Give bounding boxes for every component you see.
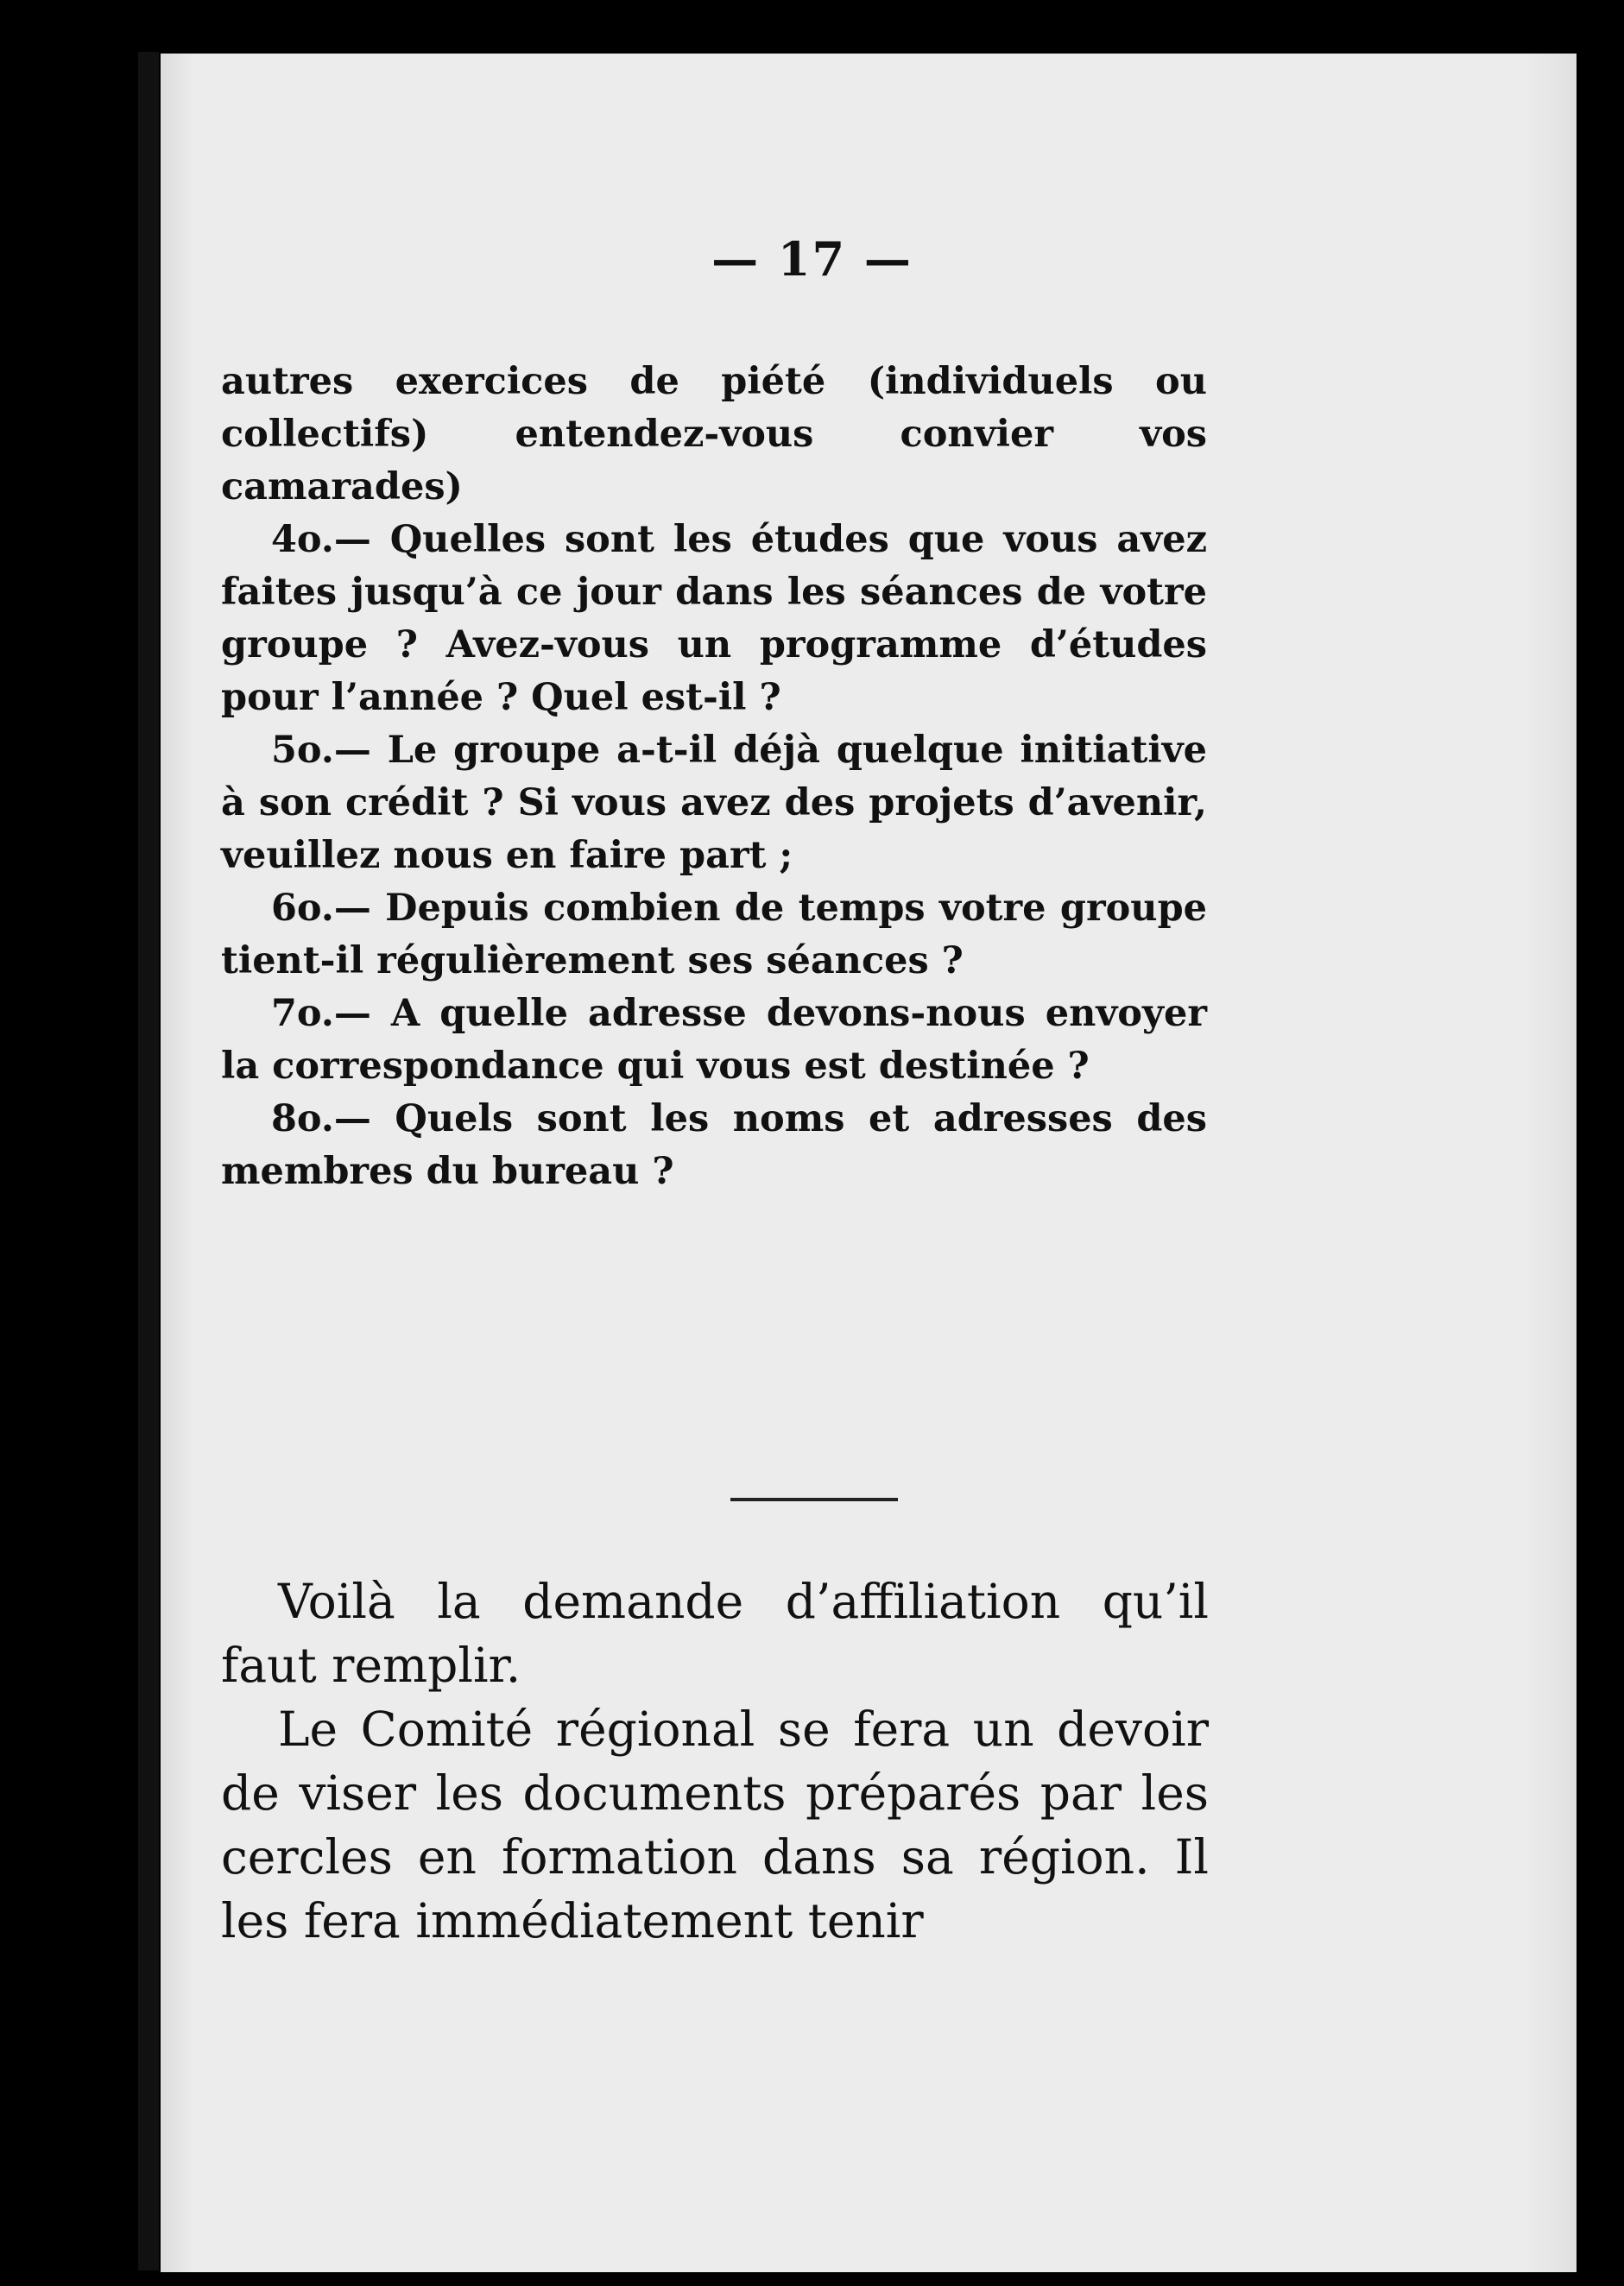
binding-edge — [138, 52, 159, 2270]
question-8: 8o.— Quels sont les noms et adresses des membres du bureau ? — [221, 1097, 1207, 1193]
question-4: 4o.— Quelles sont les études que vous avez faites jusqu’à ce jour dans les séances de votre groupe ? Avez-vous un programme d’études pour l’année ? Quel est-il ? — [221, 518, 1207, 719]
question-5: 5o.— Le groupe a-t-il déjà quelque initiative à son crédit ? Si vous avez des projets d’avenir, veuillez nous en faire part ; — [221, 729, 1207, 877]
closing-paragraph-2: Le Comité régional se fera un devoir de viser les documents préparés par les cercles en formation dans sa région. Il les fera immédiatement tenir — [221, 1702, 1209, 1948]
questionnaire-text — [221, 356, 1207, 1198]
paragraph-continuation: autres exercices de piété (individuels ou collectifs) entendez-vous convier vos camarades) — [221, 360, 1207, 508]
question-6: 6o.— Depuis combien de temps votre groupe tient-il régulièrement ses séances ? — [221, 887, 1207, 982]
page-number: — 17 — — [711, 231, 913, 287]
closing-text — [221, 1569, 1209, 1953]
question-7: 7o.— A quelle adresse devons-nous envoyer la correspondance qui vous est destinée ? — [221, 992, 1207, 1088]
section-divider — [730, 1498, 898, 1501]
closing-paragraph-1: Voilà la demande d’affiliation qu’il faut remplir. — [221, 1574, 1209, 1693]
